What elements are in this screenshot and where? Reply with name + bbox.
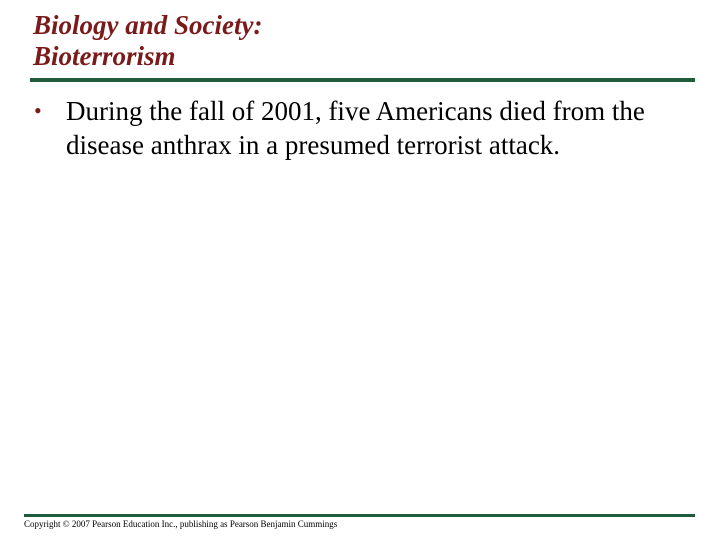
- title-divider: [30, 78, 695, 82]
- slide-title-line-1: Biology and Society:: [33, 10, 263, 40]
- copyright-notice: Copyright © 2007 Pearson Education Inc., publishing as Pearson Benjamin Cummings: [24, 519, 338, 529]
- bullet-item: [30, 94, 690, 162]
- bullet-text: During the fall of 2001, five Americans died from the disease anthrax in a presumed terrorist attack.: [66, 96, 645, 160]
- footer-divider: [24, 514, 695, 517]
- bullet-marker: •: [34, 98, 42, 123]
- bullet-list: [30, 94, 690, 162]
- slide-title-line-2: Bioterrorism: [33, 41, 176, 71]
- slide-title: [33, 10, 633, 72]
